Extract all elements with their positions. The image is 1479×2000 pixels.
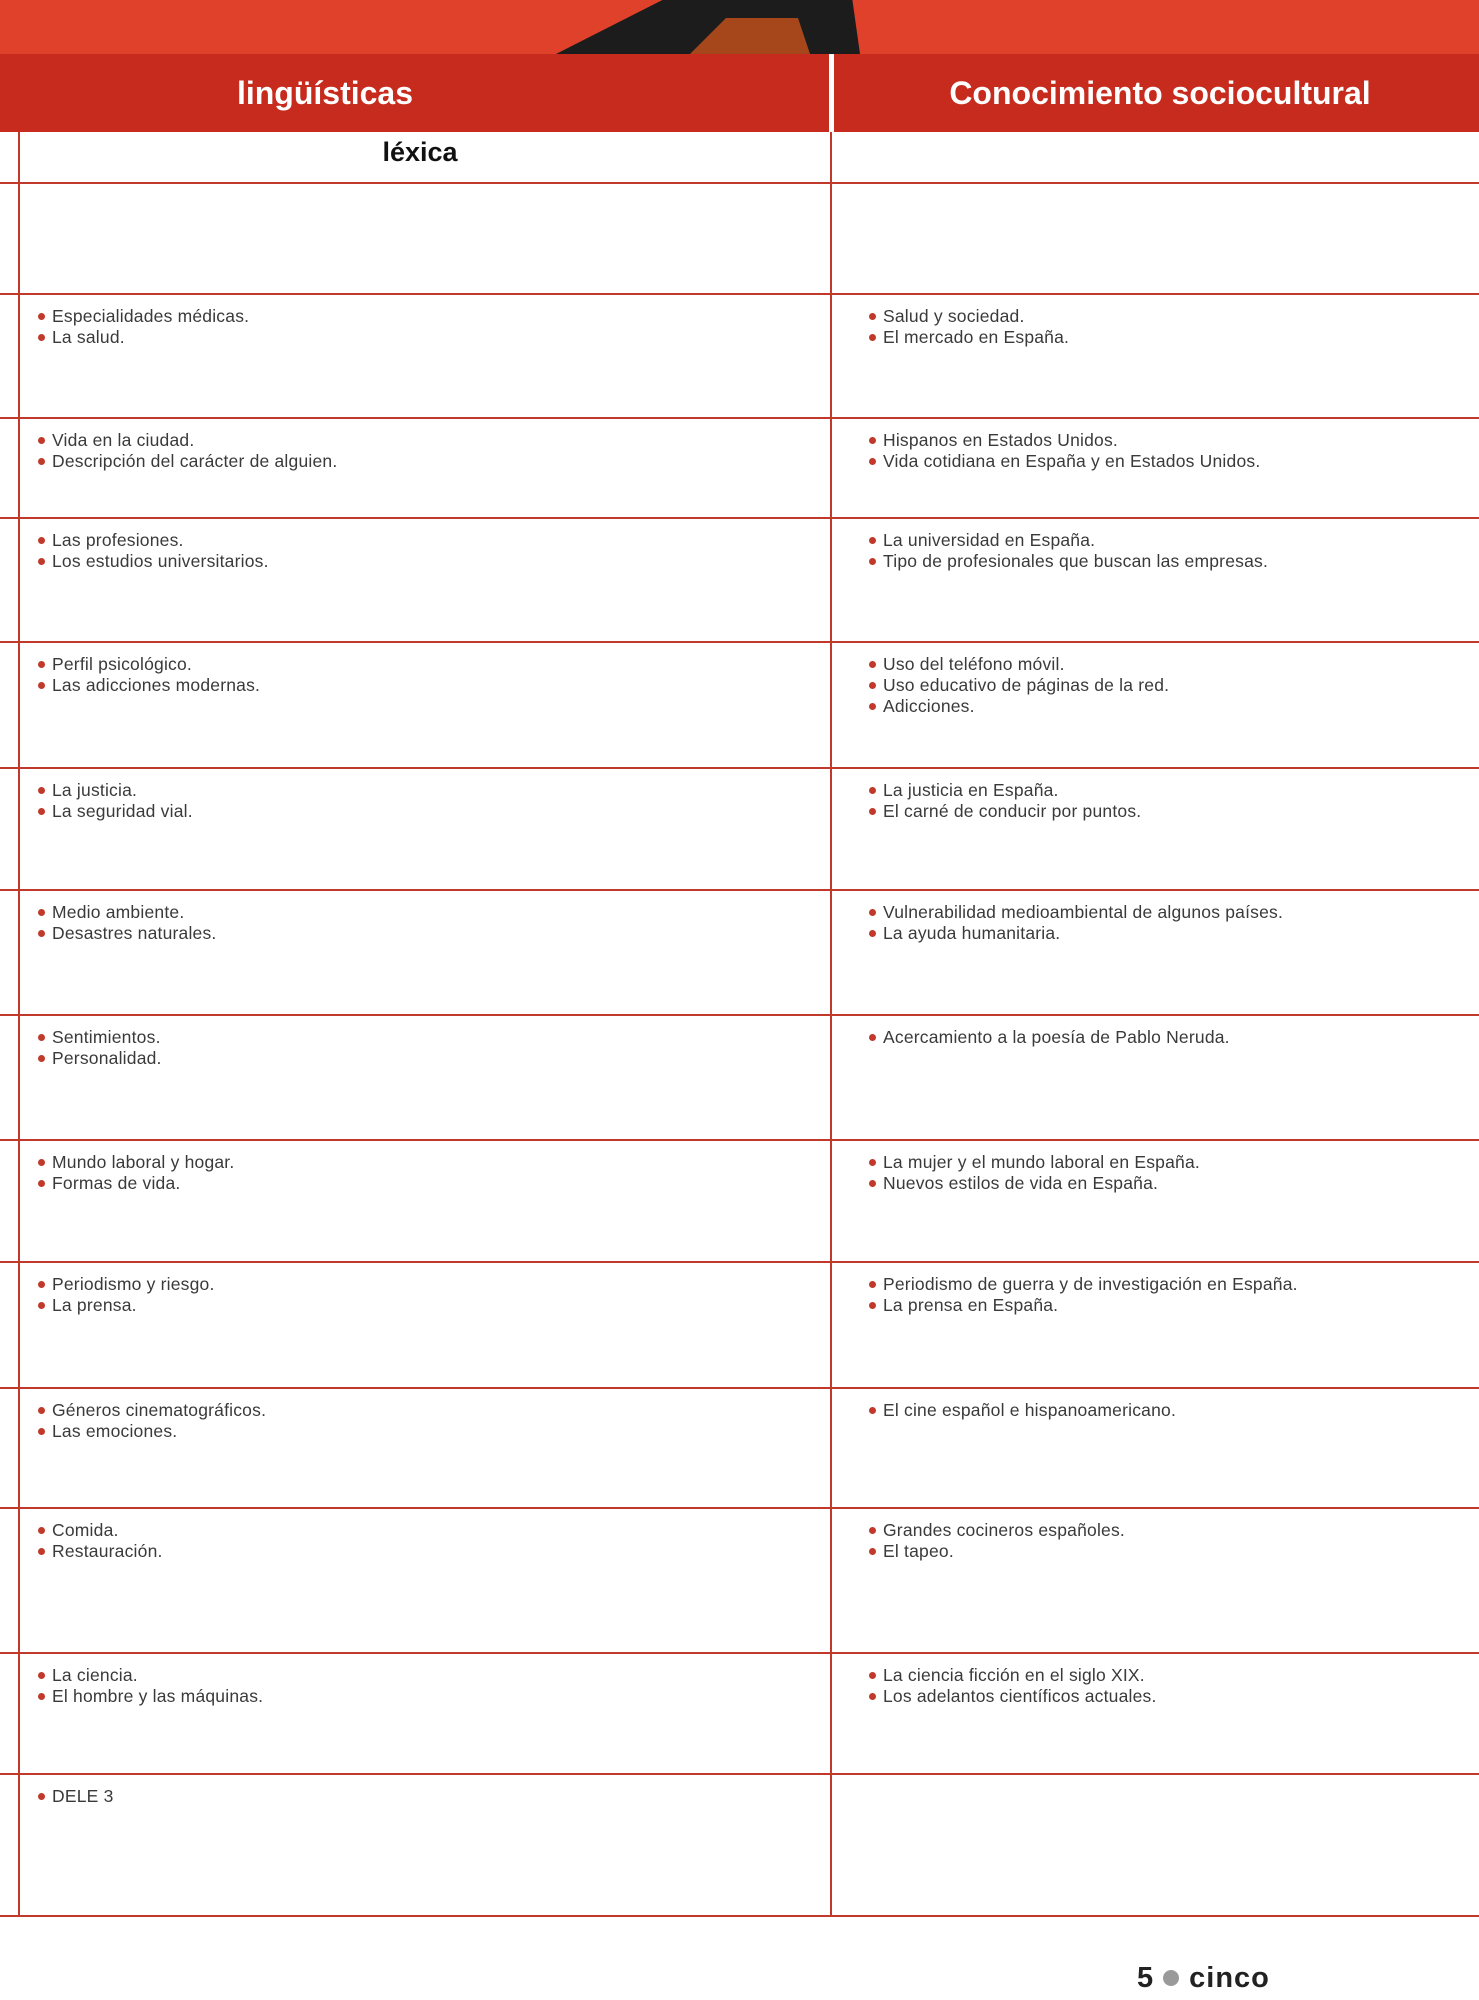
bullet-list xyxy=(36,1027,816,1069)
list-item: Periodismo de guerra y de investigación en España. xyxy=(867,1274,1467,1295)
bullet-list xyxy=(36,1400,816,1442)
list-item: La seguridad vial. xyxy=(36,801,816,822)
column-header-linguisticas: lingüísticas xyxy=(236,75,414,111)
table-cell-left xyxy=(36,1027,816,1069)
row-divider xyxy=(0,517,1479,519)
bullet-list xyxy=(867,1027,1467,1048)
list-item: Personalidad. xyxy=(36,1048,816,1069)
bullet-list xyxy=(867,780,1467,822)
table-cell-left xyxy=(36,902,816,944)
list-item: DELE 3 xyxy=(36,1786,816,1807)
list-item: La justicia en España. xyxy=(867,780,1467,801)
bullet-list xyxy=(36,902,816,944)
list-item: Medio ambiente. xyxy=(36,902,816,923)
bullet-list xyxy=(867,530,1467,572)
bullet-list xyxy=(867,1152,1467,1194)
list-item: Salud y sociedad. xyxy=(867,306,1467,327)
column-header-sociocultural: Conocimiento sociocultural xyxy=(949,75,1371,111)
list-item: El carné de conducir por puntos. xyxy=(867,801,1467,822)
row-divider xyxy=(0,1773,1479,1775)
list-item: Mundo laboral y hogar. xyxy=(36,1152,816,1173)
list-item: Vida cotidiana en España y en Estados Unidos. xyxy=(867,451,1467,472)
table-cell-right xyxy=(867,1400,1467,1421)
list-item: Vida en la ciudad. xyxy=(36,430,816,451)
list-item: El tapeo. xyxy=(867,1541,1467,1562)
list-item: El hombre y las máquinas. xyxy=(36,1686,816,1707)
bullet-list xyxy=(36,1786,816,1807)
list-item: Sentimientos. xyxy=(36,1027,816,1048)
table-cell-left xyxy=(36,1665,816,1707)
row-divider xyxy=(0,1261,1479,1263)
table-cell-left xyxy=(36,1152,816,1194)
header-divider xyxy=(829,54,834,132)
row-divider xyxy=(0,889,1479,891)
table-cell-left xyxy=(36,1274,816,1316)
list-item: Perfil psicológico. xyxy=(36,654,816,675)
list-item: La prensa en España. xyxy=(867,1295,1467,1316)
table-cell-right xyxy=(867,430,1467,472)
list-item: La prensa. xyxy=(36,1295,816,1316)
list-item: Hispanos en Estados Unidos. xyxy=(867,430,1467,451)
table-cell-right xyxy=(867,306,1467,348)
list-item: Géneros cinematográficos. xyxy=(36,1400,816,1421)
bullet-list xyxy=(36,530,816,572)
table-cell-left xyxy=(36,1520,816,1562)
table-cell-right xyxy=(867,1027,1467,1048)
list-item: Acercamiento a la poesía de Pablo Neruda. xyxy=(867,1027,1467,1048)
bullet-list xyxy=(36,1665,816,1707)
bullet-list xyxy=(36,654,816,696)
bullet-list xyxy=(36,1520,816,1562)
table-cell-left xyxy=(36,654,816,696)
list-item: La ciencia. xyxy=(36,1665,816,1686)
table-header xyxy=(0,54,1479,132)
list-item: La salud. xyxy=(36,327,816,348)
bullet-list xyxy=(36,430,816,472)
list-item: Especialidades médicas. xyxy=(36,306,816,327)
list-item: El mercado en España. xyxy=(867,327,1467,348)
table-cell-right xyxy=(867,1274,1467,1316)
subheader-lexica: léxica xyxy=(382,137,458,167)
table-cell-left xyxy=(36,1786,816,1807)
row-divider xyxy=(0,1652,1479,1654)
page-footer xyxy=(1137,1962,1270,1996)
table-cell-right xyxy=(867,780,1467,822)
table-cell-left xyxy=(36,306,816,348)
bullet-list xyxy=(36,780,816,822)
list-item: La justicia. xyxy=(36,780,816,801)
list-item: Restauración. xyxy=(36,1541,816,1562)
list-item: Las emociones. xyxy=(36,1421,816,1442)
row-divider xyxy=(0,1014,1479,1016)
table-cell-right xyxy=(867,1152,1467,1194)
list-item: Formas de vida. xyxy=(36,1173,816,1194)
table-cell-right xyxy=(867,1665,1467,1707)
row-divider xyxy=(0,767,1479,769)
list-item: La universidad en España. xyxy=(867,530,1467,551)
table-cell-right xyxy=(867,1520,1467,1562)
row-divider xyxy=(0,1387,1479,1389)
list-item: Vulnerabilidad medioambiental de algunos países. xyxy=(867,902,1467,923)
list-item: Tipo de profesionales que buscan las empresas. xyxy=(867,551,1467,572)
list-item: Las profesiones. xyxy=(36,530,816,551)
table-cell-left xyxy=(36,1400,816,1442)
bullet-list xyxy=(867,1274,1467,1316)
table-cell-left xyxy=(36,430,816,472)
page-number: 5 xyxy=(1137,1962,1154,1994)
row-divider xyxy=(0,1507,1479,1509)
list-item: Uso educativo de páginas de la red. xyxy=(867,675,1467,696)
list-item: Los adelantos científicos actuales. xyxy=(867,1686,1467,1707)
list-item: El cine español e hispanoamericano. xyxy=(867,1400,1467,1421)
table-cell-left xyxy=(36,530,816,572)
bullet-list xyxy=(867,1520,1467,1562)
table-cell-right xyxy=(867,654,1467,717)
table-cell-right xyxy=(867,530,1467,572)
list-item: Periodismo y riesgo. xyxy=(36,1274,816,1295)
list-item: Las adicciones modernas. xyxy=(36,675,816,696)
list-item: Adicciones. xyxy=(867,696,1467,717)
row-divider xyxy=(0,293,1479,295)
bullet-list xyxy=(36,1152,816,1194)
bullet-list xyxy=(36,306,816,348)
list-item: Los estudios universitarios. xyxy=(36,551,816,572)
bullet-list xyxy=(867,1400,1467,1421)
list-item: Comida. xyxy=(36,1520,816,1541)
bullet-list xyxy=(867,902,1467,944)
page-word: cinco xyxy=(1189,1962,1270,1994)
bullet-list xyxy=(867,654,1467,717)
list-item: Nuevos estilos de vida en España. xyxy=(867,1173,1467,1194)
bullet-list xyxy=(867,430,1467,472)
row-divider xyxy=(0,1915,1479,1917)
list-item: La mujer y el mundo laboral en España. xyxy=(867,1152,1467,1173)
list-item: La ciencia ficción en el siglo XIX. xyxy=(867,1665,1467,1686)
table-cell-left xyxy=(36,780,816,822)
row-divider xyxy=(0,641,1479,643)
list-item: La ayuda humanitaria. xyxy=(867,923,1467,944)
list-item: Descripción del carácter de alguien. xyxy=(36,451,816,472)
list-item: Desastres naturales. xyxy=(36,923,816,944)
row-divider xyxy=(0,1139,1479,1141)
footer-dot-icon xyxy=(1163,1970,1179,1986)
column-divider-middle xyxy=(830,132,832,1915)
list-item: Grandes cocineros españoles. xyxy=(867,1520,1467,1541)
column-divider-left xyxy=(18,132,20,1915)
row-divider xyxy=(0,182,1479,184)
row-divider xyxy=(0,417,1479,419)
list-item: Uso del teléfono móvil. xyxy=(867,654,1467,675)
bullet-list xyxy=(36,1274,816,1316)
table-cell-right xyxy=(867,902,1467,944)
bullet-list xyxy=(867,1665,1467,1707)
bullet-list xyxy=(867,306,1467,348)
